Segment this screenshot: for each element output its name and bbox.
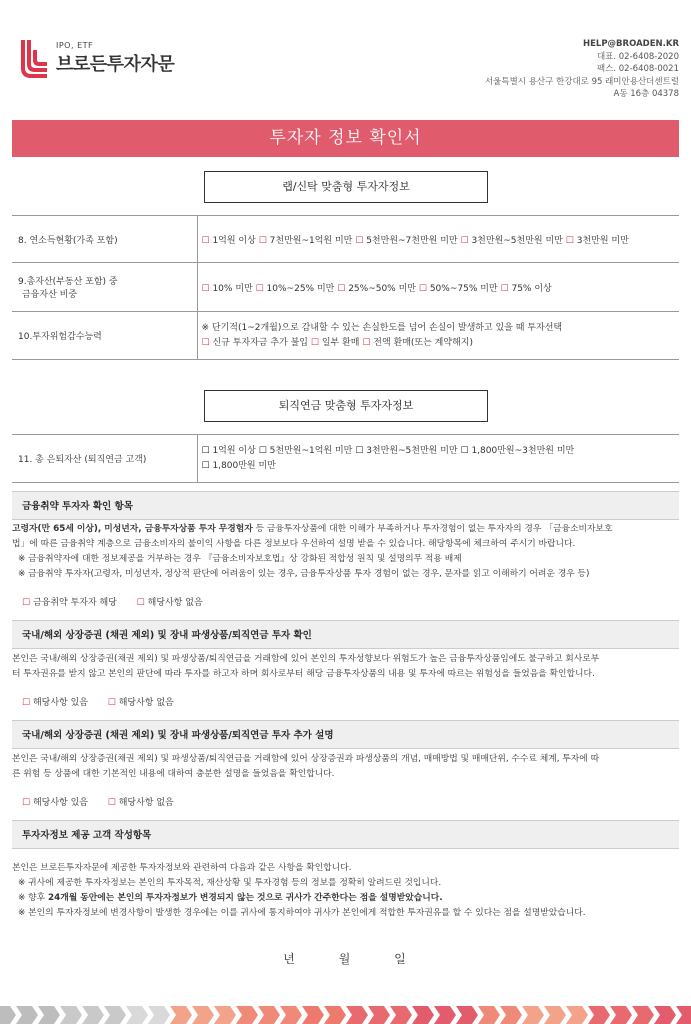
option-label: 3천만원~5천만원 미만	[471, 235, 563, 246]
table-row-retirement-assets	[12, 435, 679, 483]
row-label-financial-assets	[12, 263, 197, 312]
note-bold: 24개월 동안에는 본인의 투자자정보가 변경되지 않는 것으로 귀사가 간주한다는 점을 설명받았습니다.	[47, 893, 443, 903]
checkbox[interactable]: ☐	[255, 283, 264, 294]
section-heading: 국내/해외 상장증권 (채권 제외) 및 장내 파생상품/퇴직연금 투자 확인	[12, 620, 679, 649]
option-label: 5천만원~7천만원 미만	[366, 235, 458, 246]
option-label: 전액 환매(또는 계약해지)	[373, 337, 473, 348]
derivatives-confirm-section	[12, 620, 679, 708]
note-text: ※ 금융취약 투자자(고령자, 미성년자, 정상적 판단에 어려움이 있는 경우, 금융투자상품 투자 경험이 없는 경우, 문자를 읽고 이해하기 어려운 경우 등)	[18, 569, 590, 579]
date-line	[0, 950, 691, 967]
section-title-wrap-trust: 랩/신탁 맞춤형 투자자정보	[204, 171, 488, 203]
body-text: 터 투자권유를 받지 않고 본인의 판단에 따라 투자를 하고자 하며 회사로부터 해당 금융투자상품의 내용 및 투자에 따르는 위험성을 들었음을 확인합니다.	[12, 669, 595, 679]
checkbox[interactable]: ☐	[355, 235, 364, 246]
note-text: ※ 본인의 투자자정보에 변경사항이 발생한 경우에는 이를 귀사에 통지하여야 귀사가 본인에게 적합한 투자권유를 할 수 있다는 점을 설명받았습니다.	[18, 908, 586, 918]
body-text: 본인은 국내/해외 상장증권(채권 제외) 및 파생상품/퇴직연금을 거래함에 있어 본인의 투자성향보다 위험도가 높은 금융투자상품임에도 불구하고 회사로부	[12, 654, 600, 664]
option-label: 1,800만원~3천만원 미만	[471, 445, 575, 456]
document-title: 투자자 정보 확인서	[12, 120, 679, 157]
day-label: 일	[394, 952, 408, 966]
body-text: 법」에 따른 금융취약 계층으로 금융소비자의 불이익 사항을 다른 정보보다 우선하여 설명 받을 수 있습니다. 해당항목에 체크하여 주시기 바랍니다.	[12, 539, 576, 549]
options-vulnerable	[12, 595, 679, 608]
note-prefix: ※ 향후	[18, 893, 48, 903]
logo-company-name: 브로든투자자문	[56, 53, 175, 75]
checkbox[interactable]: ☐	[107, 698, 116, 708]
logo-subtitle: IPO, ETF	[56, 40, 94, 50]
section-body	[12, 649, 679, 682]
body-text: 등 금융투자상품에 대한 이해가 부족하거나 투자경험이 없는 투자자의 경우 「금융소비자보호	[252, 524, 613, 534]
section-heading: 투자자정보 제공 고객 작성항목	[12, 820, 679, 849]
option-label: 5천만원~1억원 미만	[269, 445, 353, 456]
options-explanation	[12, 795, 679, 808]
checkbox[interactable]: ☐	[201, 445, 210, 456]
checkbox[interactable]: ☐	[418, 283, 427, 294]
body-text: 본인은 브로든투자자문에 제공한 투자자정보와 관련하여 다음과 같은 사항을 확인합니다.	[12, 863, 352, 873]
option-label: 1억원 이상	[212, 235, 256, 246]
row-label-line: 금융자산 비중	[22, 290, 78, 300]
option-label: 해당사항 없음	[147, 598, 203, 608]
option-label: 75% 이상	[511, 283, 552, 294]
wrap-trust-table	[12, 215, 679, 360]
checkbox[interactable]: ☐	[310, 337, 319, 348]
option-label: 해당사항 있음	[32, 698, 88, 708]
customer-section	[12, 820, 679, 921]
options-financial-assets	[197, 263, 679, 312]
option-label: 25%~50% 미만	[348, 283, 416, 294]
pension-table	[12, 434, 679, 483]
row-label-retirement-assets: 11. 총 은퇴자산 (퇴직연금 고객)	[12, 435, 197, 483]
month-label: 월	[338, 952, 353, 966]
row-label-line: 9.총자산(부동산 포함) 중	[18, 277, 118, 287]
options-risk-tolerance	[197, 312, 679, 360]
option-label: 10%~25% 미만	[266, 283, 335, 294]
checkbox[interactable]: ☐	[22, 798, 31, 808]
checkbox[interactable]: ☐	[201, 235, 210, 246]
row-label-risk-tolerance: 10.투자위험감수능력	[12, 312, 197, 360]
risk-note: ※ 단기적(1~2개월)으로 감내할 수 있는 손실한도를 넘어 손실이 발생하고 있을 때 투자선택	[201, 322, 563, 333]
note-text: ※ 귀사에 제공한 투자자정보는 본인의 투자목적, 재산상황 및 투자경험 등의 정보를 정확히 알려드린 것입니다.	[18, 878, 442, 888]
note-text	[12, 891, 679, 906]
bold-lead: 고령자(만 65세 이상), 미성년자, 금융투자상품 투자 무경험자	[12, 524, 253, 534]
option-label: 7천만원~1억원 미만	[269, 235, 353, 246]
checkbox[interactable]: ☐	[362, 337, 371, 348]
checkbox[interactable]: ☐	[337, 283, 346, 294]
options-annual-income	[197, 216, 679, 263]
checkbox[interactable]: ☐	[136, 598, 145, 608]
body-text: 본인은 국내/해외 상장증권(채권 제외) 및 파생상품/퇴직연금을 거래함에 있어 상장증권과 파생상품의 개념, 매매방법 및 매매단위, 수수료 체계, 투자에 따	[12, 754, 600, 764]
checkbox[interactable]: ☐	[107, 798, 116, 808]
option-label: 해당사항 없음	[118, 698, 174, 708]
checkbox[interactable]: ☐	[201, 460, 210, 471]
vulnerable-investor-section	[12, 491, 679, 608]
table-row-annual-income	[12, 216, 679, 263]
option-label: 해당사항 있음	[32, 798, 88, 808]
checkbox[interactable]: ☐	[258, 445, 267, 456]
section-title-pension: 퇴직연금 맞춤형 투자자정보	[204, 390, 488, 422]
option-label: 10% 미만	[212, 283, 253, 294]
checkbox[interactable]: ☐	[258, 235, 267, 246]
row-label-annual-income: 8. 연소득현황(가족 포함)	[12, 216, 197, 263]
section-body	[12, 520, 679, 582]
options-retirement-assets	[197, 435, 679, 483]
section-body	[12, 849, 679, 921]
logo-mark-icon	[20, 38, 50, 78]
contact-email: HELP@BROADEN.KR	[582, 39, 679, 49]
checkbox[interactable]: ☐	[22, 698, 31, 708]
checkbox[interactable]: ☐	[201, 283, 210, 294]
checkbox[interactable]: ☐	[201, 337, 210, 348]
checkbox[interactable]: ☐	[22, 598, 31, 608]
option-label: 3천만원~5천만원 미만	[366, 445, 458, 456]
option-label: 50%~75% 미만	[429, 283, 498, 294]
checkbox[interactable]: ☐	[565, 235, 574, 246]
checkbox[interactable]: ☐	[355, 445, 364, 456]
contact-address-line1: 서울특별시 용산구 한강대로 95 래미안용산더센트럴	[484, 76, 679, 87]
table-row-financial-assets	[12, 263, 679, 312]
explanation-section	[12, 720, 679, 808]
options-derivatives	[12, 695, 679, 708]
section-heading: 금융취약 투자자 확인 항목	[12, 491, 679, 520]
option-label: 신규 투자자금 추가 불입	[212, 337, 308, 348]
note-text: ※ 금융취약자에 대한 정보제공을 거부하는 경우 『금융소비자보호법』상 강화된 적합성 원칙 및 설명의무 적용 배제	[18, 554, 462, 564]
option-label: 해당사항 없음	[118, 798, 174, 808]
contact-info	[485, 38, 679, 101]
letterhead	[0, 0, 691, 110]
contact-address-line2: A동 16층 04378	[613, 89, 679, 99]
checkbox[interactable]: ☐	[500, 283, 509, 294]
contact-phone: 대표. 02-6408-2020	[596, 51, 679, 62]
option-label: 일부 환매	[321, 337, 360, 348]
option-label: 금융취약 투자자 해당	[32, 598, 117, 608]
checkbox[interactable]: ☐	[460, 235, 469, 246]
checkbox[interactable]: ☐	[460, 445, 469, 456]
contact-fax: 팩스. 02-6408-0021	[596, 64, 679, 74]
option-label: 1,800만원 미만	[212, 460, 276, 471]
section-body	[12, 749, 679, 782]
table-row-risk-tolerance	[12, 312, 679, 360]
body-text: 른 위험 등 상품에 대한 기본적인 내용에 대하여 충분한 설명을 들었음을 확인합니다.	[12, 769, 335, 779]
section-heading: 국내/해외 상장증권 (채권 제외) 및 장내 파생상품/퇴직연금 투자 추가 설명	[12, 720, 679, 749]
footer-chevron-band	[0, 1006, 691, 1024]
option-label: 1억원 이상	[212, 445, 256, 456]
company-logo	[20, 38, 174, 78]
year-label: 년	[283, 952, 297, 966]
option-label: 3천만원 미만	[576, 235, 629, 246]
